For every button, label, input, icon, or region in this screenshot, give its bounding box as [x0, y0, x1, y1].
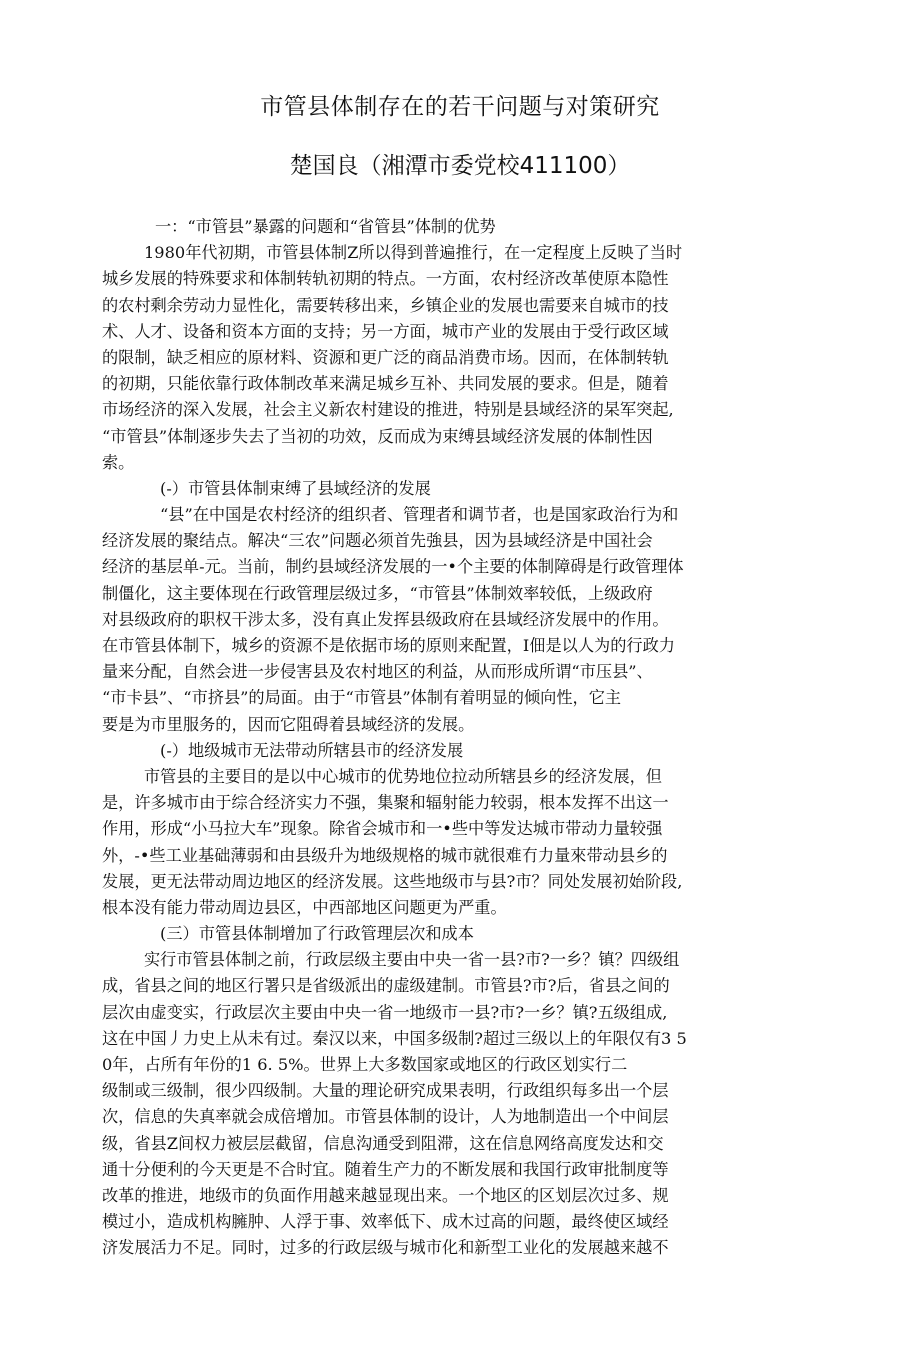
text-line: 制僵化，这主要体现在行政管理层级过多，“市管县”体制效率较低，上级政府	[102, 583, 653, 603]
text-line: 城乡发展的特殊要求和体制转轨初期的特点。一方面，农村经济改革使原本隐性	[102, 269, 669, 289]
text-line: 层次由虚变实，行政层次主要由中央一省一地级市一县?市?一乡？镇?五级组成,	[102, 1002, 668, 1022]
text-line: 的农村剩余劳动力显性化，需要转移出来，乡镇企业的发展也需要来自城市的技	[102, 295, 669, 315]
text-line: 的初期，只能依靠行政体制改革来满足城乡互补、共同发展的要求。但是，随着	[102, 374, 669, 394]
text-line: 的限制，缺乏相应的原材料、资源和更广泛的商品消费市场。因而，在体制转轨	[102, 347, 669, 367]
text-line: 发展，更无法带动周边地区的经济发展。这些地级市与县?市？同处发展初始阶段,	[102, 871, 683, 891]
text-line: 级，省县Z间权力被层层截留，信息沟通受到阻滞，这在信息网络高度发达和交	[102, 1133, 664, 1153]
text-line: 济发展活力不足。同时，过多的行政层级与城市化和新型工业化的发展越来越不	[102, 1238, 669, 1258]
text-line: “市管县”体制逐步失去了当初的功效，反而成为束缚县域经济发展的体制性因	[102, 426, 653, 446]
text-line: 次，信息的失真率就会成倍增加。市管县体制的设计，人为地制造出一个中间层	[102, 1107, 669, 1127]
subsection-heading: (-）市管县体制束缚了县域经济的发展	[160, 478, 431, 498]
text-line: 作用，形成“小马拉大车”现象。除省会城市和一•些中等发达城市带动力量较强	[102, 819, 663, 839]
text-line: 是，许多城市由于综合经济实力不强，集聚和辐射能力较弱，根本发挥不出这一	[102, 793, 669, 813]
subsection-heading: (-）地级城市无法带动所辖县市的经济发展	[160, 740, 464, 760]
text-line: “市卡县”、“市挤县”的局面。由于“市管县”体制有着明显的倾向性，它主	[102, 688, 622, 708]
text-line: 模过小，造成机构臃肿、人浮于事、效率低下、成木过高的问题，最终使区域经	[102, 1212, 669, 1232]
text-line: 经济的基层单-元。当前，制约县域经济发展的一•个主要的体制障碍是行政管理体	[102, 557, 684, 577]
document-author: 楚国良（湘潭市委党校411100）	[289, 153, 631, 179]
subsection-heading: (三）市管县体制增加了行政管理层次和成本	[160, 924, 474, 944]
text-line: 改革的推进，地级市的负面作用越来越显现出来。一个地区的区划层次过多、规	[102, 1185, 669, 1205]
text-line: 成，省县之间的地区行署只是省级派出的虚级建制。市管县?市?后，省县之间的	[102, 976, 670, 996]
text-line: 外，-•些工业基础薄弱和由县级升为地级规格的城市就很难冇力量來带动县乡的	[102, 845, 668, 865]
document-title: 市管县体制存在的若干问题与对策研究	[260, 94, 660, 120]
document-body	[102, 214, 782, 1288]
text-line: 对县级政府的职权干涉太多，没有真止发挥县级政府在县域经济发展中的作用。	[102, 609, 669, 629]
text-line: 1980年代初期，市管县体制Z所以得到普遍推行，在一定程度上反映了当时	[144, 243, 683, 263]
text-line: 市管县的主要目的是以中心城市的优势地位拉动所辖县乡的经济发展，但	[144, 766, 662, 786]
text-line: 0年，占所有年份的1 6. 5%。世界上大多数国家或地区的行政区划实行二	[102, 1055, 628, 1074]
text-line: “县”在中国是农村经济的组织者、管理者和调节者，也是国家政治行为和	[160, 505, 679, 525]
text-line: 在市管县体制下，城乡的资源不是依据市场的原则来配置，I佃是以人为的行政力	[102, 636, 675, 655]
section-heading: 一：“市管县”暴露的问题和“省管县”体制的优势	[155, 217, 496, 236]
text-line: 市场经济的深入发展，社会主义新农村建设的推进，特别是县域经济的杲军突起,	[102, 400, 674, 420]
text-line: 根本没有能力带动周边县区，中西部地区问题更为严重。	[102, 897, 507, 917]
text-line: 索。	[102, 452, 135, 472]
text-line: 经济发展的聚结点。解决“三农”问题必须首先強县，因为县域经济是中国社会	[102, 531, 653, 551]
text-line: 术、人才、设备和资本方面的支持；另一方面，城市产业的发展由于受行政区域	[102, 321, 669, 341]
text-line: 通十分便利的今天更是不合时宜。随着生产力的不断发展和我国行政审批制度等	[102, 1159, 669, 1179]
text-line: 量来分配，自然会进一步侵害县及农村地区的利益，从而形成所谓“市压县”、	[102, 662, 653, 682]
text-line: 这在中国丿力史上从未有过。秦汉以来，中国多级制?超过三级以上的年限仅有3 5	[102, 1028, 687, 1048]
text-line: 实行市管县体制之前，行政层级主要由中央一省一县?市?一乡？镇？四级组	[144, 950, 680, 970]
text-line	[102, 1262, 782, 1288]
text-line: 级制或三级制，很少四级制。大量的理论研究成果表明，行政组织每多出一个层	[102, 1081, 669, 1101]
text-line: 要是为市里服务的，因而它阻碍着县域经济的发展。	[102, 714, 475, 734]
